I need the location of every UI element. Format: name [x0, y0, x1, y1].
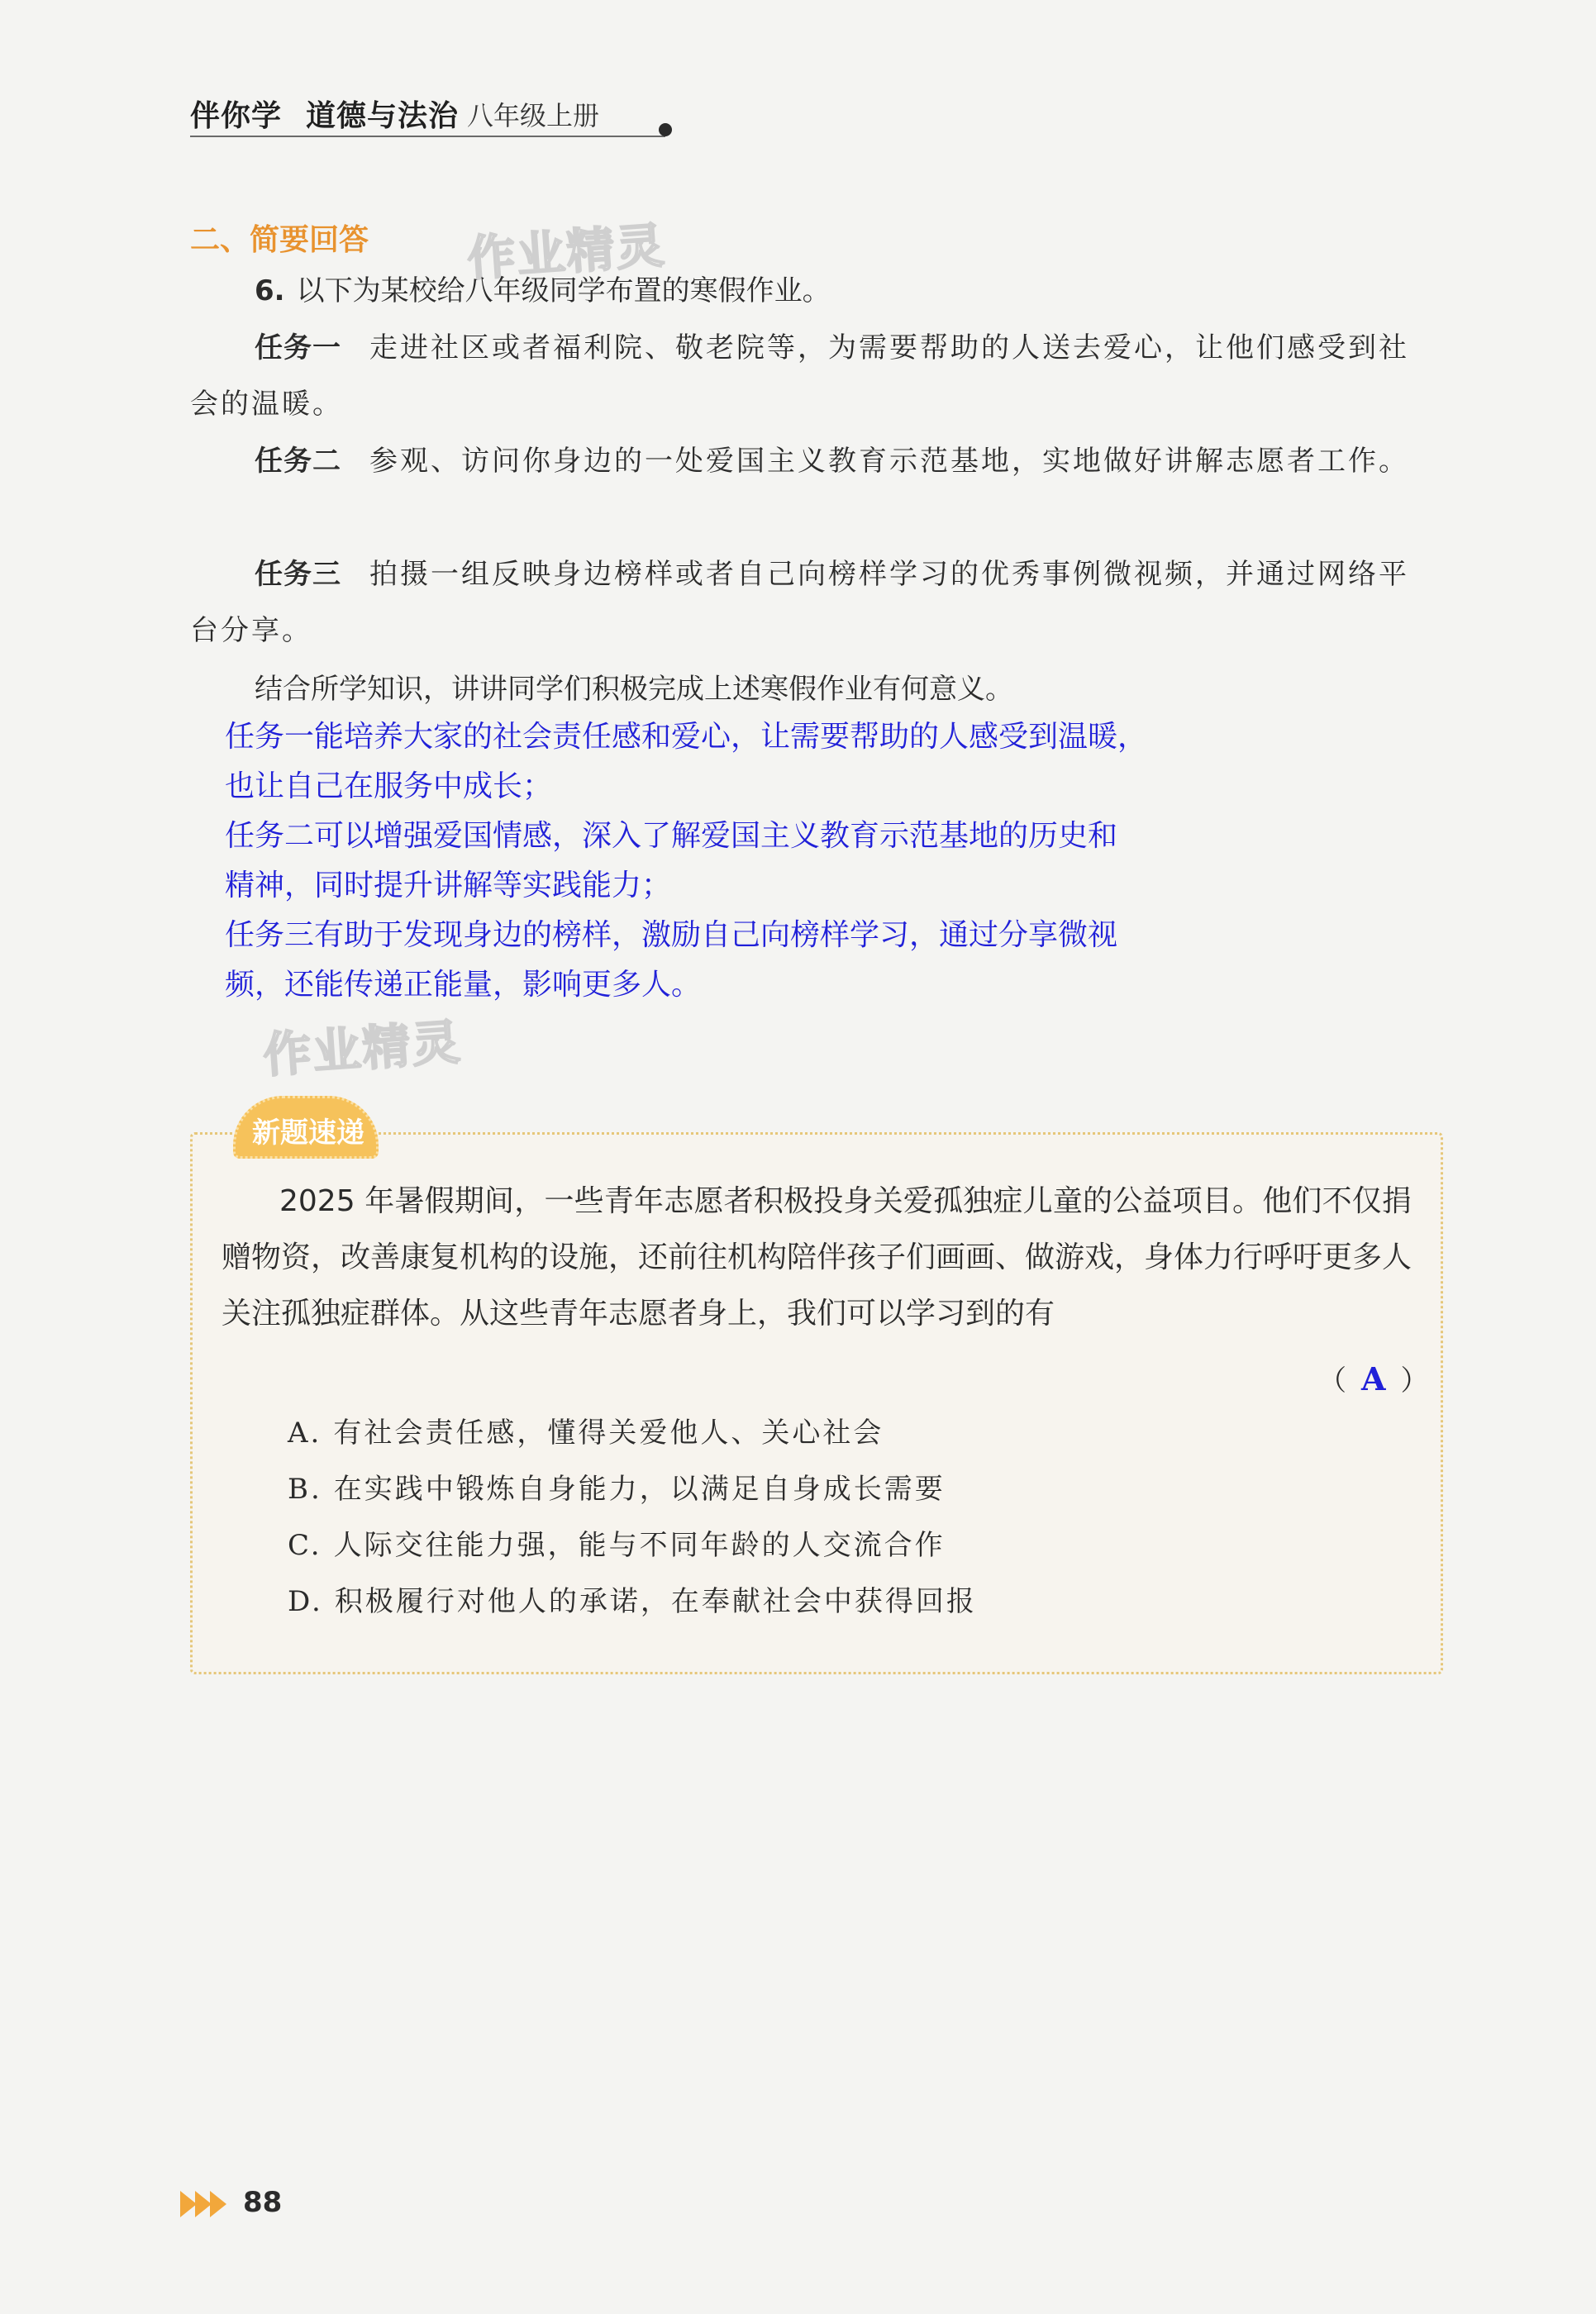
- handwritten-answer: [225, 712, 1382, 1010]
- task-label: 任务一: [255, 331, 341, 364]
- option-item: [288, 1461, 977, 1517]
- option-letter: B.: [288, 1473, 322, 1506]
- grade-label: 八年级上册: [467, 100, 600, 131]
- task-text: 拍摄一组反映身边榜样或者自己向榜样学习的优秀事例微视频，并通过网络平台分享。: [190, 558, 1409, 647]
- answer-line: 任务二可以增强爱国情感，深入了解爱国主义教育示范基地的历史和: [225, 819, 1118, 853]
- header-rule: [190, 136, 665, 137]
- question-number: 6.: [255, 274, 285, 307]
- subject-title: 道德与法治: [306, 99, 460, 133]
- page-footer: [180, 2186, 345, 2227]
- task-item: [190, 433, 1438, 489]
- task-item: [190, 546, 1438, 659]
- new-question-text: 2025 年暑假期间，一些青年志愿者积极投身关爱孤独症儿童的公益项目。他们不仅捐赠物资，改善康复机构的设施，还前往机构陪伴孩子们画画、做游戏，身体力行呼吁更多人关注孤独症群体。从这些青年志愿者身上，我们可以学习到的有: [222, 1184, 1413, 1331]
- watermark: 作业精灵: [465, 217, 668, 288]
- answer-line: 精神，同时提升讲解等实践能力；: [225, 869, 672, 902]
- choice-answer: A: [1361, 1360, 1386, 1397]
- option-letter: C.: [288, 1529, 322, 1562]
- option-item: [288, 1574, 977, 1630]
- options-list: [288, 1405, 977, 1630]
- chevron-right-icon: [210, 2191, 226, 2217]
- chevron-right-icon: [195, 2191, 212, 2217]
- task-text: 参观、访问你身边的一处爱国主义教育示范基地，实地做好讲解志愿者工作。: [369, 445, 1409, 478]
- question-intro-text: 以下为某校给八年级同学布置的寒假作业。: [296, 274, 831, 307]
- page-number: 88: [243, 2186, 283, 2219]
- option-text: 有社会责任感，懂得关爱他人、关心社会: [333, 1416, 884, 1450]
- answer-bracket: [1318, 1358, 1428, 1398]
- bracket-close: ）: [1400, 1364, 1429, 1397]
- task-label: 任务二: [255, 445, 341, 478]
- answer-line: 也让自己在服务中成长；: [225, 769, 553, 803]
- answer-line: 频，还能传递正能量，影响更多人。: [225, 968, 702, 1002]
- answer-line: 任务三有助于发现身边的榜样，激励自己向榜样学习，通过分享微视: [225, 918, 1118, 952]
- option-text: 在实践中锻炼自身能力，以满足自身成长需要: [333, 1473, 946, 1506]
- book-title: 伴你学: [190, 99, 283, 133]
- bracket-open: （: [1318, 1364, 1346, 1397]
- option-letter: A.: [288, 1416, 322, 1450]
- option-item: [288, 1517, 977, 1574]
- question-intro: [255, 263, 831, 319]
- new-question-tab-label: 新题速递: [252, 1117, 364, 1150]
- option-text: 人际交往能力强，能与不同年龄的人交流合作: [333, 1529, 946, 1562]
- question-ask: 结合所学知识，讲讲同学们积极完成上述寒假作业有何意义。: [255, 673, 1013, 706]
- header-dot-icon: [659, 123, 672, 136]
- task-label: 任务三: [255, 558, 341, 591]
- option-text: 积极履行对他人的承诺，在奉献社会中获得回报: [334, 1585, 977, 1618]
- task-text: 走进社区或者福利院、敬老院等，为需要帮助的人送去爱心，让他们感受到社会的温暖。: [190, 331, 1409, 421]
- new-question-tab: [233, 1096, 379, 1159]
- watermark: 作业精灵: [261, 1013, 464, 1084]
- chevron-right-icon: [180, 2191, 197, 2217]
- section-title: 二、简要回答: [190, 223, 369, 257]
- answer-line: 任务一能培养大家的社会责任感和爱心，让需要帮助的人感受到温暖，: [225, 720, 1148, 754]
- option-letter: D.: [288, 1585, 323, 1618]
- task-item: [190, 320, 1438, 432]
- page-header: [190, 93, 686, 142]
- option-item: [288, 1405, 977, 1461]
